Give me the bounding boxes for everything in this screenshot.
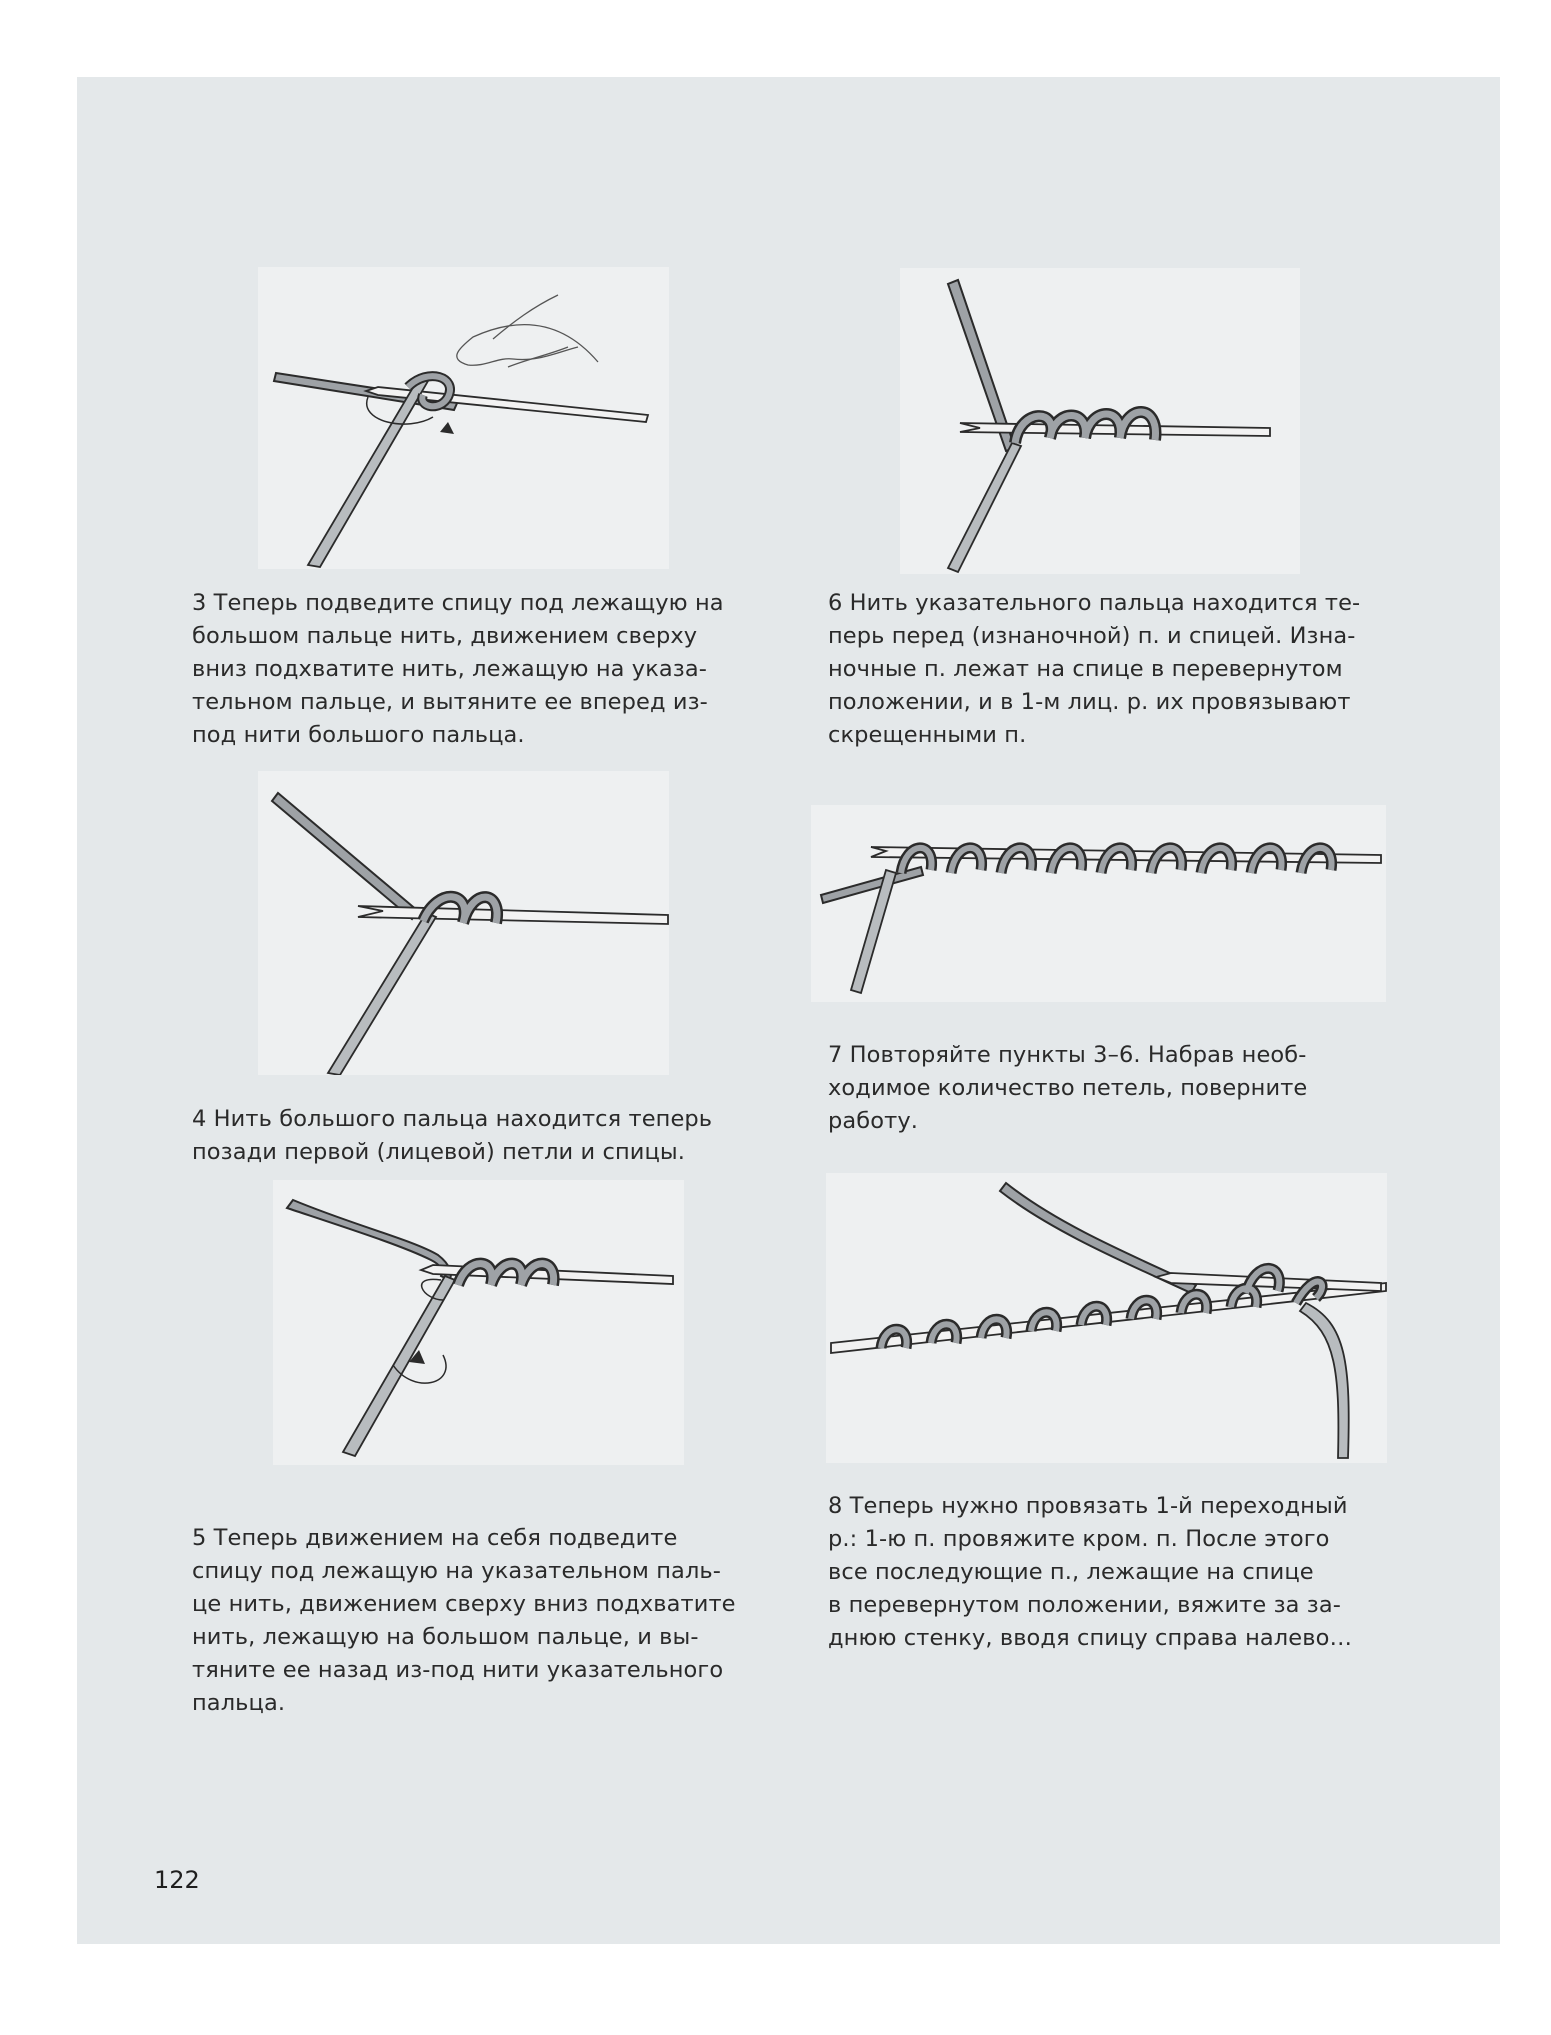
- illustration-step-5: [273, 1180, 684, 1465]
- caption-step-5: 5 Теперь движением на себя подведите спицу под лежащую на указательном паль- це нить, движением сверху вниз подхватите нить, лежащую на большом пальце, и вы- тяните ее назад из-под нити указательного пальца.: [192, 1525, 736, 1716]
- illustration-step-4: [258, 771, 669, 1075]
- illustration-step-8: [826, 1173, 1387, 1463]
- caption-step-8: 8 Теперь нужно провязать 1-й переходный р.: 1-ю п. провяжите кром. п. После этого все последующие п., лежащие на спице в перевернутом положении, вяжите за за- днюю стенку, вводя спицу справа налево…: [828, 1493, 1353, 1651]
- illustration-step-3: [258, 267, 669, 569]
- caption-step-4: 4 Нить большого пальца находится теперь позади первой (лицевой) петли и спицы.: [192, 1106, 713, 1165]
- caption-step-6: 6 Нить указательного пальца находится те- перь перед (изнаночной) п. и спицей. Изна- ночные п. лежат на спице в перевернутом положении, и в 1-м лиц. р. их провязывают скрещенными п.: [828, 590, 1361, 748]
- caption-step-3: 3 Теперь подведите спицу под лежащую на большом пальце нить, движением сверху вниз подхватите нить, лежащую на указа- тельном пальце, и вытяните ее вперед из- под нити большого пальца.: [192, 590, 724, 748]
- illustration-step-6: [900, 268, 1300, 574]
- page-number: 122: [154, 1866, 200, 1894]
- caption-step-7: 7 Повторяйте пункты 3–6. Набрав необ- ходимое количество петель, поверните работу.: [828, 1042, 1308, 1134]
- illustration-step-7: [811, 805, 1386, 1002]
